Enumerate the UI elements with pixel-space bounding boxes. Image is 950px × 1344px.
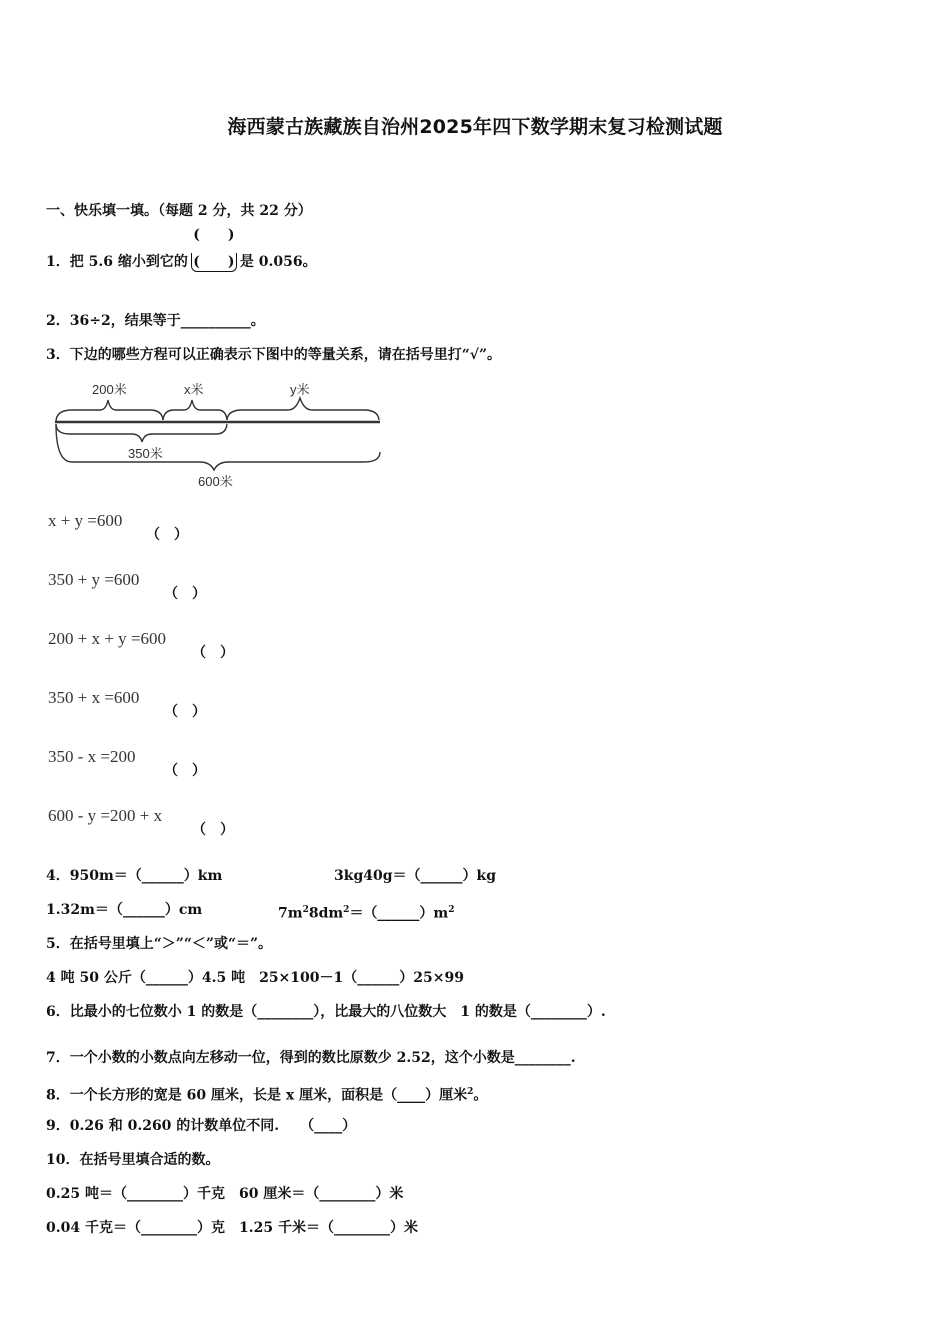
- equation-5: 350 - x =200: [48, 747, 136, 766]
- question-9: 9．0.26 和 0.260 的计数单位不同. （____）: [46, 1118, 357, 1134]
- equation-6: 600 - y =200 + x: [48, 806, 163, 825]
- equation-6-paren: （ ）: [192, 822, 234, 838]
- question-4a: 4．950m＝（______）km: [46, 868, 223, 884]
- equation-3: 200 + x + y =600: [48, 629, 167, 648]
- equation-4: 350 + x =600: [48, 688, 140, 707]
- question-4d: [278, 901, 455, 923]
- q8-text: 8．一个长方形的宽是 60 厘米，长是 x 厘米，面积是（____）厘米: [46, 1087, 468, 1104]
- question-4c: 1.32m＝（______）cm: [46, 902, 203, 918]
- q2-end: 。: [250, 313, 265, 329]
- equation-3-paren: （ ）: [192, 645, 234, 661]
- q1-fraction-top: ( ): [193, 227, 235, 243]
- equation-2-paren: （ ）: [164, 586, 206, 602]
- q4d-sup1: 2: [302, 905, 309, 915]
- equation-5-paren: （ ）: [164, 763, 206, 779]
- q4d-part1: 7m: [278, 905, 303, 922]
- page-title: 海西蒙古族藏族自治州2025年四下数学期末复习检测试题: [227, 116, 723, 138]
- segment-diagram: [50, 372, 390, 494]
- equation-1-paren: （ ）: [146, 527, 188, 543]
- question-7: 7．一个小数的小数点向左移动一位，得到的数比原数少 2.52，这个小数是________.: [46, 1050, 576, 1066]
- label-200: 200米: [92, 382, 127, 397]
- label-x: x米: [184, 382, 204, 397]
- question-1: [46, 227, 317, 272]
- section-heading: 一、快乐填一填。（每题 2 分，共 22 分）: [46, 203, 312, 219]
- q4d-sup2: 2: [343, 905, 350, 915]
- brace-200: [56, 400, 163, 422]
- label-y: y米: [290, 382, 310, 397]
- brace-350: [56, 424, 227, 442]
- label-600: 600米: [198, 474, 233, 489]
- label-350: 350米: [128, 446, 163, 461]
- q1-fraction: [188, 227, 240, 272]
- brace-y: [227, 398, 379, 420]
- equation-1: x + y =600: [48, 511, 123, 530]
- question-10-line1: 0.25 吨＝（________）千克 60 厘米＝（________）米: [46, 1186, 404, 1202]
- question-10: 10．在括号里填合适的数。: [46, 1152, 220, 1168]
- question-8: [46, 1083, 487, 1105]
- q1-suffix: 是 0.056。: [239, 254, 317, 270]
- q2-text: 2．36÷2，结果等于: [46, 313, 181, 329]
- q8-sup: 2: [467, 1087, 474, 1097]
- brace-x: [163, 400, 227, 420]
- q8-end: 。: [473, 1087, 488, 1104]
- question-10-line2: 0.04 千克＝（________）克 1.25 千米＝（________）米: [46, 1220, 418, 1236]
- q2-blank: __________: [180, 313, 251, 329]
- q4d-part2: 8dm: [308, 905, 344, 922]
- q1-prefix: 1．把 5.6 缩小到它的: [46, 254, 188, 270]
- equation-4-paren: （ ）: [164, 704, 206, 720]
- q4d-part3: ＝（______）m: [349, 905, 449, 922]
- equation-2: 350 + y =600: [48, 570, 140, 589]
- question-4b: 3kg40g＝（______）kg: [334, 868, 496, 884]
- question-5-line: 4 吨 50 公斤（______）4.5 吨 25×100－1（______）25×99: [46, 970, 464, 986]
- q4d-sup3: 2: [448, 905, 455, 915]
- question-2: [46, 312, 265, 330]
- question-6: 6．比最小的七位数小 1 的数是（________），比最大的八位数大 1 的数是（________）.: [46, 1004, 606, 1020]
- q1-fraction-bottom: ( ): [191, 253, 237, 272]
- brace-600: [56, 424, 380, 470]
- question-5: 5．在括号里填上“＞”“＜”或“＝”。: [46, 936, 273, 952]
- question-3: 3．下边的哪些方程可以正确表示下图中的等量关系，请在括号里打“√”。: [46, 347, 502, 363]
